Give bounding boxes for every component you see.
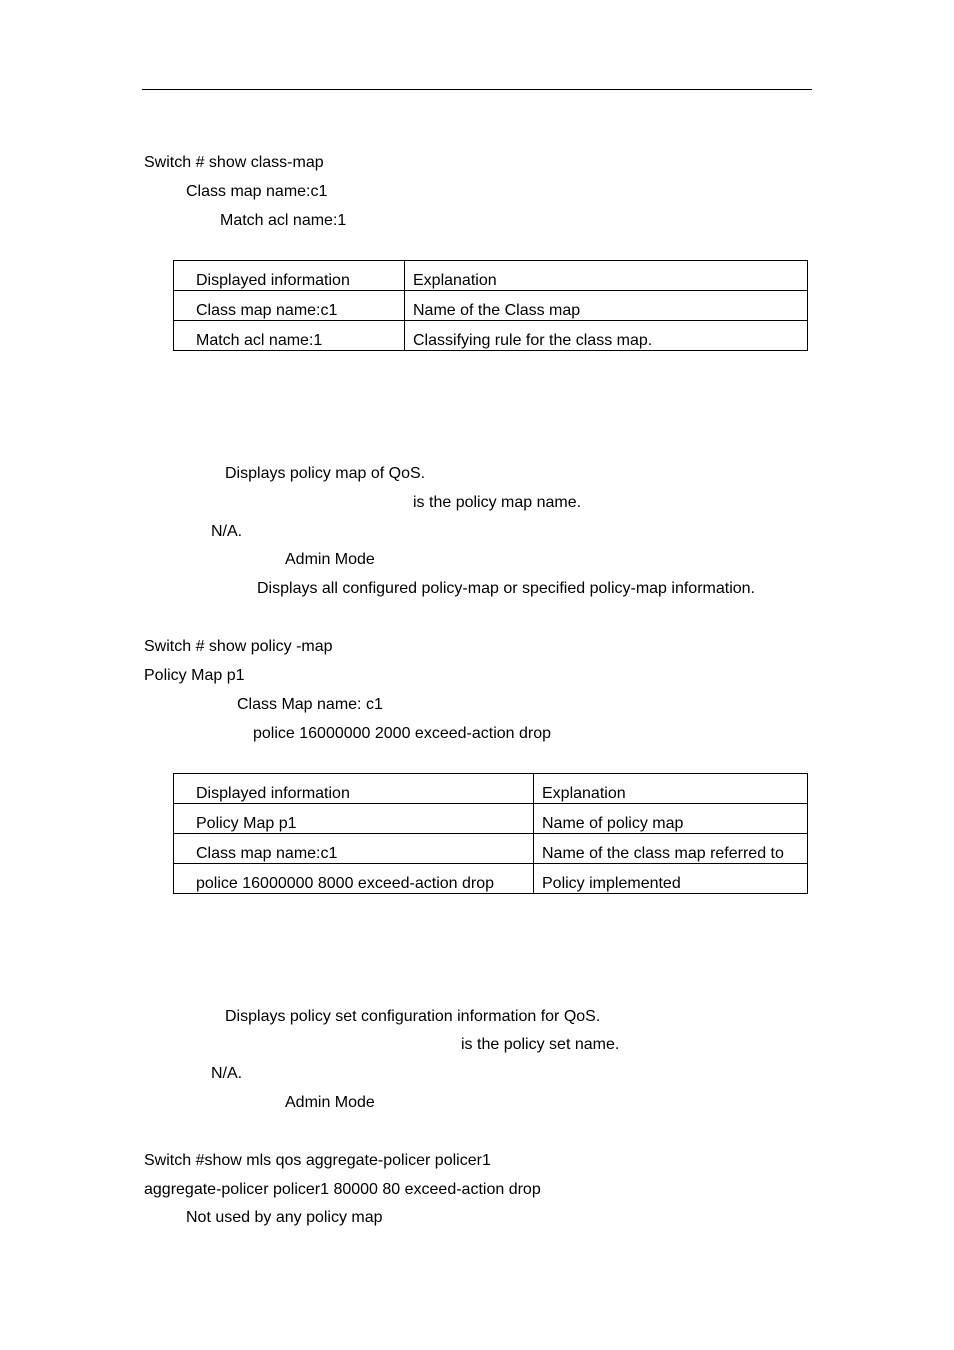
table-header-cell: Displayed information	[174, 261, 405, 291]
table-cell: Name of policy map	[534, 804, 808, 834]
table-cell: Policy Map p1	[174, 804, 534, 834]
table-header-row	[174, 774, 808, 804]
example1-output-line: Match acl name:1	[220, 212, 347, 229]
table-cell: Name of the class map referred to	[534, 834, 808, 864]
table-header-cell: Explanation	[534, 774, 808, 804]
header-rule	[142, 89, 812, 90]
example3-command: Switch #show mls qos aggregate-policer policer1	[144, 1152, 491, 1169]
table-header-row	[174, 261, 808, 291]
table-cell: Classifying rule for the class map.	[405, 321, 808, 351]
table-row	[174, 804, 808, 834]
policy-map-info-table	[173, 773, 808, 894]
policy-map-usage: Displays all configured policy-map or specified policy-map information.	[257, 580, 755, 597]
table-cell: Name of the Class map	[405, 291, 808, 321]
table-row	[174, 834, 808, 864]
policy-set-parameter: is the policy set name.	[461, 1036, 620, 1053]
policy-set-mode: Admin Mode	[285, 1094, 375, 1111]
table-header-cell: Displayed information	[174, 774, 534, 804]
example1-output-line: Class map name:c1	[186, 183, 328, 200]
table-cell: Class map name:c1	[174, 834, 534, 864]
table-cell: police 16000000 8000 exceed-action drop	[174, 864, 534, 894]
table-row	[174, 321, 808, 351]
example2-output-line: police 16000000 2000 exceed-action drop	[253, 725, 552, 742]
example3-output-line: aggregate-policer policer1 80000 80 exceed-action drop	[144, 1181, 541, 1198]
policy-map-mode: Admin Mode	[285, 551, 375, 568]
example3-output-line: Not used by any policy map	[186, 1209, 383, 1226]
table-cell: Policy implemented	[534, 864, 808, 894]
example2-command: Switch # show policy -map	[144, 638, 333, 655]
table-cell: Match acl name:1	[174, 321, 405, 351]
table-row	[174, 864, 808, 894]
table-header-cell: Explanation	[405, 261, 808, 291]
policy-map-function: Displays policy map of QoS.	[225, 465, 426, 482]
policy-map-parameter: is the policy map name.	[413, 494, 582, 511]
policy-map-default: N/A.	[211, 523, 243, 540]
example1-command: Switch # show class-map	[144, 154, 324, 171]
table-cell: Class map name:c1	[174, 291, 405, 321]
example2-output-line: Policy Map p1	[144, 667, 245, 684]
policy-set-default: N/A.	[211, 1065, 243, 1082]
policy-set-function: Displays policy set configuration information for QoS.	[225, 1008, 601, 1025]
example2-output-line: Class Map name: c1	[237, 696, 383, 713]
class-map-info-table	[173, 260, 808, 351]
table-row	[174, 291, 808, 321]
